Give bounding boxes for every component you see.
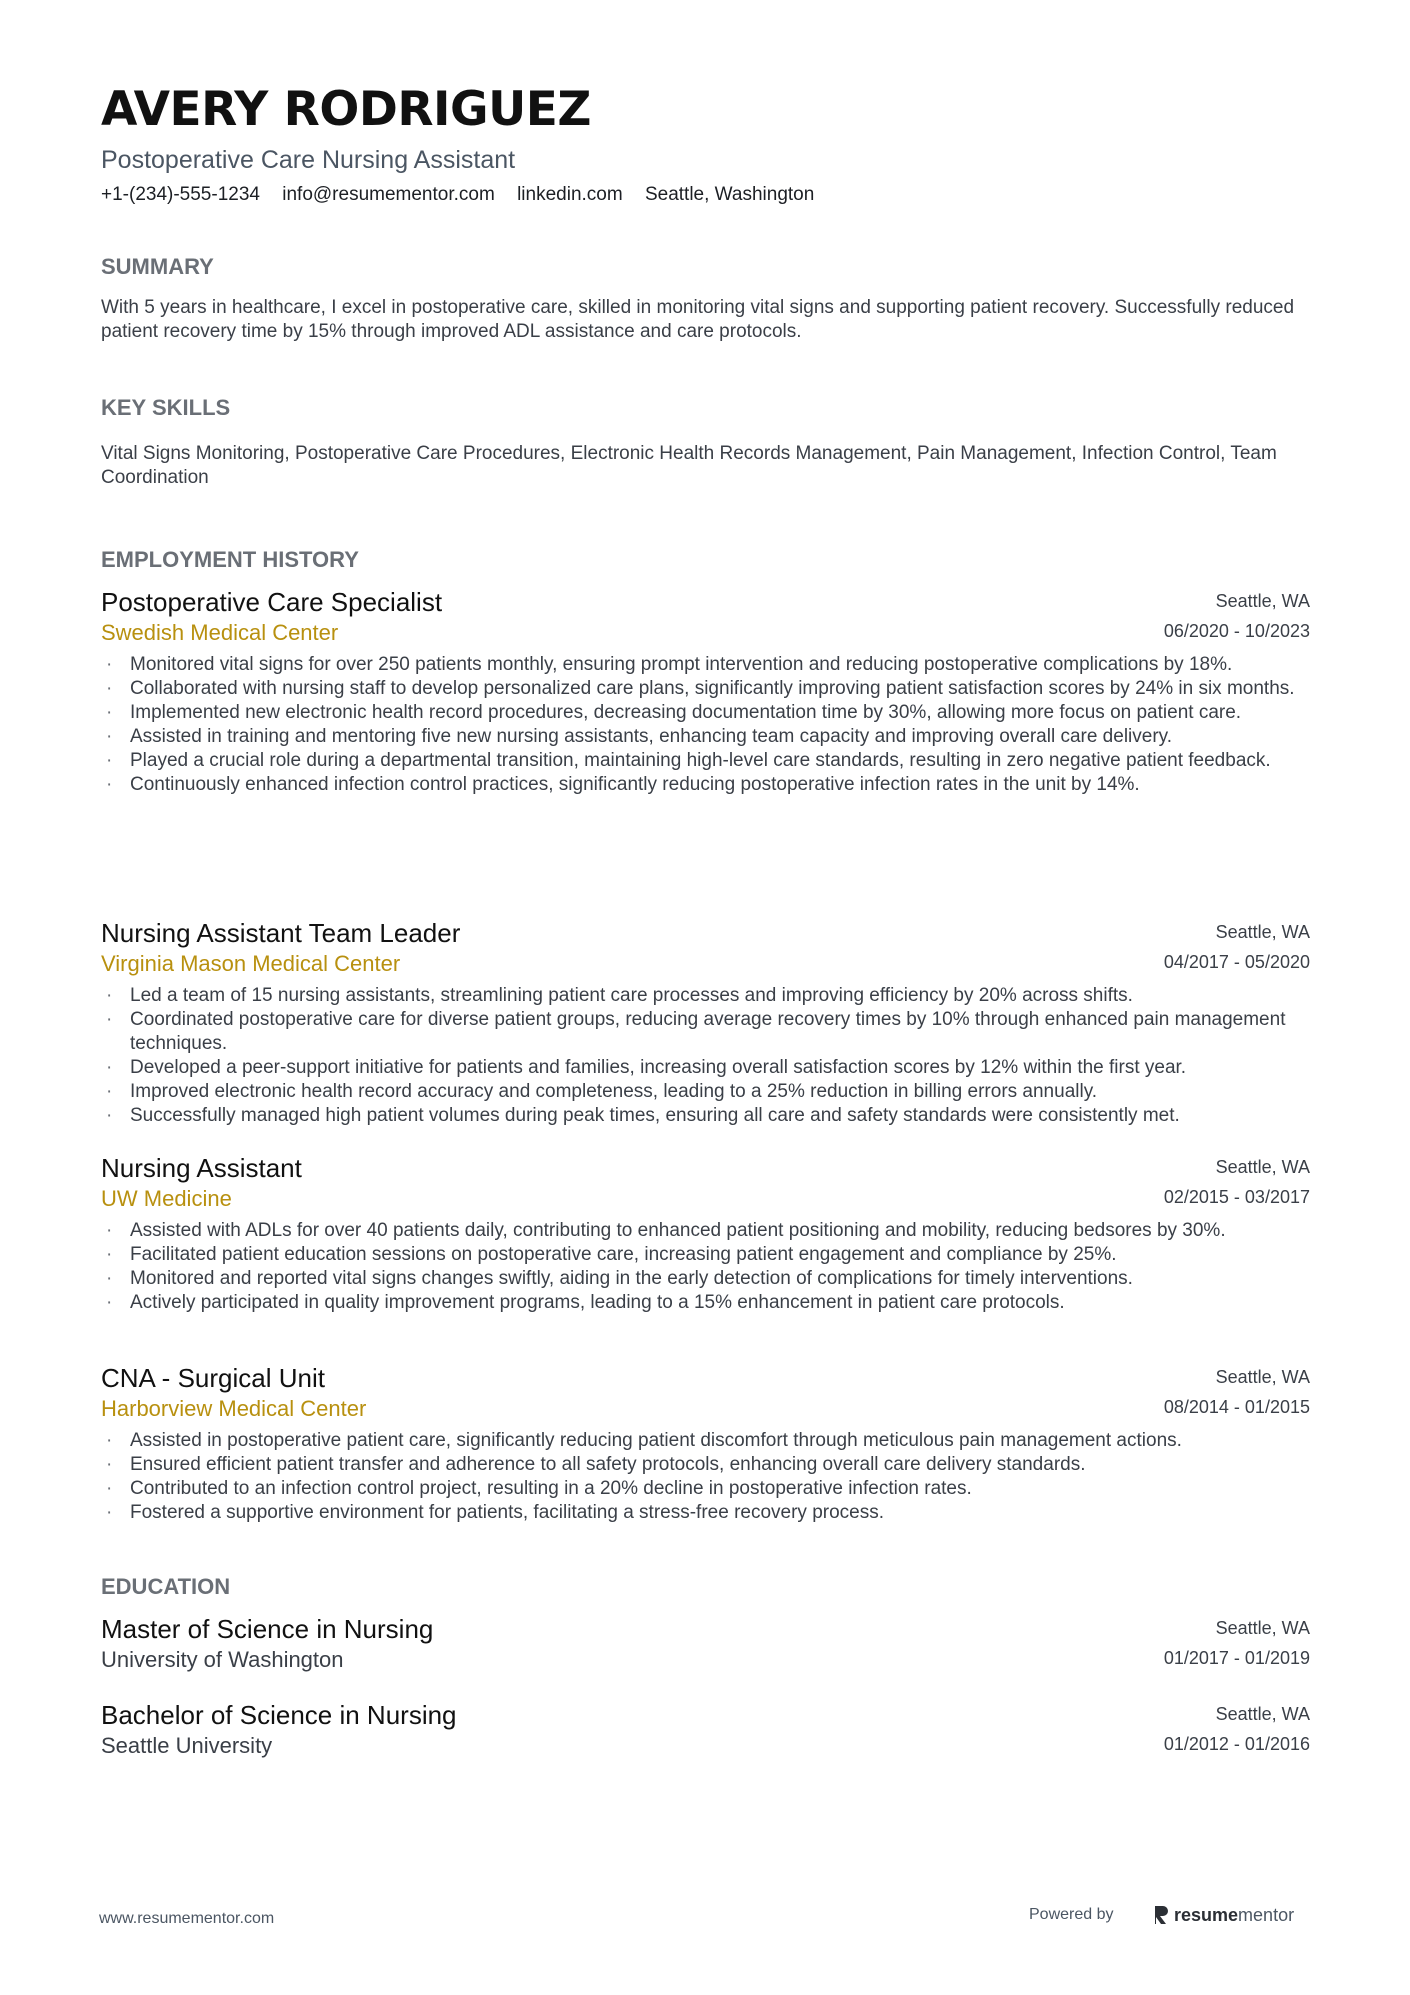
job-bullet: · Facilitated patient education sessions on postoperative care, increasing patient engagement and compliance by 25%. <box>101 1243 1310 1267</box>
edu-location: Seattle, WA <box>1215 1618 1310 1638</box>
candidate-title: Postoperative Care Nursing Assistant <box>101 146 516 174</box>
summary-text: With 5 years in healthcare, I excel in postoperative care, skilled in monitoring vital signs and supporting patient recovery. Successfully reduced patient recovery time by 15% through improved ADL assistance and care protocols. <box>101 297 1295 342</box>
job-title: CNA - Surgical Unit <box>101 1363 325 1393</box>
resumementor-logo-icon <box>1152 1904 1170 1926</box>
contact-email: info@resumementor.com <box>282 184 495 205</box>
logo-word-mentor: mentor <box>1238 1904 1295 1925</box>
job-bullet: · Actively participated in quality improvement programs, leading to a 15% enhancement in patient care protocols. <box>101 1291 1310 1315</box>
job-location: Seattle, WA <box>1215 1157 1310 1177</box>
contact-line <box>101 184 831 206</box>
job-title: Postoperative Care Specialist <box>101 587 443 617</box>
education-heading: EDUCATION <box>101 1574 231 1599</box>
job-bullet: · Assisted with ADLs for over 40 patients daily, contributing to enhanced patient positioning and mobility, reducing bedsores by 30%. <box>101 1219 1310 1243</box>
contact-linkedin: linkedin.com <box>517 184 623 205</box>
footer-powered-by: Powered by <box>1029 1906 1114 1923</box>
job-title: Nursing Assistant <box>101 1153 302 1183</box>
skills-heading: KEY SKILLS <box>101 395 231 420</box>
job-company: Harborview Medical Center <box>101 1396 367 1421</box>
job-location: Seattle, WA <box>1215 1367 1310 1387</box>
job-dates: 02/2015 - 03/2017 <box>1163 1187 1310 1207</box>
job-bullet: · Played a crucial role during a departmental transition, maintaining high-level care standards, resulting in zero negative patient feedback. <box>101 749 1310 773</box>
job-bullet: · Improved electronic health record accuracy and completeness, leading to a 25% reduction in billing errors annually. <box>101 1080 1310 1104</box>
logo-wordmark <box>1174 1905 1294 1926</box>
job-dates: 06/2020 - 10/2023 <box>1163 621 1310 641</box>
job-bullet: · Fostered a supportive environment for patients, facilitating a stress-free recovery process. <box>101 1501 1310 1525</box>
job-bullet: · Coordinated postoperative care for diverse patient groups, reducing average recovery times by 10% through enhanced pain management techniques. <box>101 1008 1310 1056</box>
job-bullet: · Developed a peer-support initiative for patients and families, increasing overall satisfaction scores by 12% within the first year. <box>101 1056 1310 1080</box>
degree-title: Bachelor of Science in Nursing <box>101 1700 457 1730</box>
job-company: UW Medicine <box>101 1186 232 1211</box>
job-bullets <box>101 653 1310 797</box>
job-company: Swedish Medical Center <box>101 620 339 645</box>
job-bullet: · Assisted in training and mentoring five new nursing assistants, enhancing team capacity and improving overall care delivery. <box>101 725 1310 749</box>
contact-location: Seattle, Washington <box>644 184 815 205</box>
job-company: Virginia Mason Medical Center <box>101 951 401 976</box>
job-bullet: · Implemented new electronic health record procedures, decreasing documentation time by 30%, allowing more focus on patient care. <box>101 701 1310 725</box>
employment-heading: EMPLOYMENT HISTORY <box>101 547 359 572</box>
job-dates: 08/2014 - 01/2015 <box>1163 1397 1310 1417</box>
resumementor-logo[interactable] <box>1152 1902 1294 1928</box>
edu-dates: 01/2017 - 01/2019 <box>1163 1648 1310 1668</box>
job-location: Seattle, WA <box>1215 922 1310 942</box>
degree-title: Master of Science in Nursing <box>101 1614 434 1644</box>
job-title: Nursing Assistant Team Leader <box>101 918 461 948</box>
edu-location: Seattle, WA <box>1215 1704 1310 1724</box>
job-bullet: · Monitored and reported vital signs changes swiftly, aiding in the early detection of complications for timely interventions. <box>101 1267 1310 1291</box>
candidate-name: AVERY RODRIGUEZ <box>101 82 591 137</box>
job-bullet: · Collaborated with nursing staff to develop personalized care plans, significantly improving patient satisfaction scores by 24% in six months. <box>101 677 1310 701</box>
job-bullet: · Successfully managed high patient volumes during peak times, ensuring all care and safety standards were consistently met. <box>101 1104 1310 1128</box>
logo-word-resume: resume <box>1174 1904 1239 1925</box>
job-dates: 04/2017 - 05/2020 <box>1163 952 1310 972</box>
job-bullets <box>101 984 1310 1128</box>
job-location: Seattle, WA <box>1215 591 1310 611</box>
school-name: Seattle University <box>101 1733 273 1758</box>
job-bullets <box>101 1429 1310 1525</box>
job-bullet: · Assisted in postoperative patient care, significantly reducing patient discomfort through meticulous pain management actions. <box>101 1429 1310 1453</box>
summary-heading: SUMMARY <box>101 254 214 279</box>
job-bullet: · Led a team of 15 nursing assistants, streamlining patient care processes and improving efficiency by 20% across shifts. <box>101 984 1310 1008</box>
job-bullets <box>101 1219 1310 1315</box>
edu-dates: 01/2012 - 01/2016 <box>1163 1734 1310 1754</box>
footer-website-link[interactable]: www.resumementor.com <box>99 1910 275 1927</box>
job-bullet: · Monitored vital signs for over 250 patients monthly, ensuring prompt intervention and reducing postoperative complications by 18%. <box>101 653 1310 677</box>
school-name: University of Washington <box>101 1647 344 1672</box>
skills-text: Vital Signs Monitoring, Postoperative Care Procedures, Electronic Health Records Management, Pain Management, Infection Control, Team Coordination <box>101 443 1277 488</box>
job-bullet: · Contributed to an infection control project, resulting in a 20% decline in postoperative infection rates. <box>101 1477 1310 1501</box>
job-bullet: · Ensured efficient patient transfer and adherence to all safety protocols, enhancing overall care delivery standards. <box>101 1453 1310 1477</box>
contact-phone: +1-(234)-555-1234 <box>101 184 260 205</box>
job-bullet: · Continuously enhanced infection control practices, significantly reducing postoperative infection rates in the unit by 14%. <box>101 773 1310 797</box>
